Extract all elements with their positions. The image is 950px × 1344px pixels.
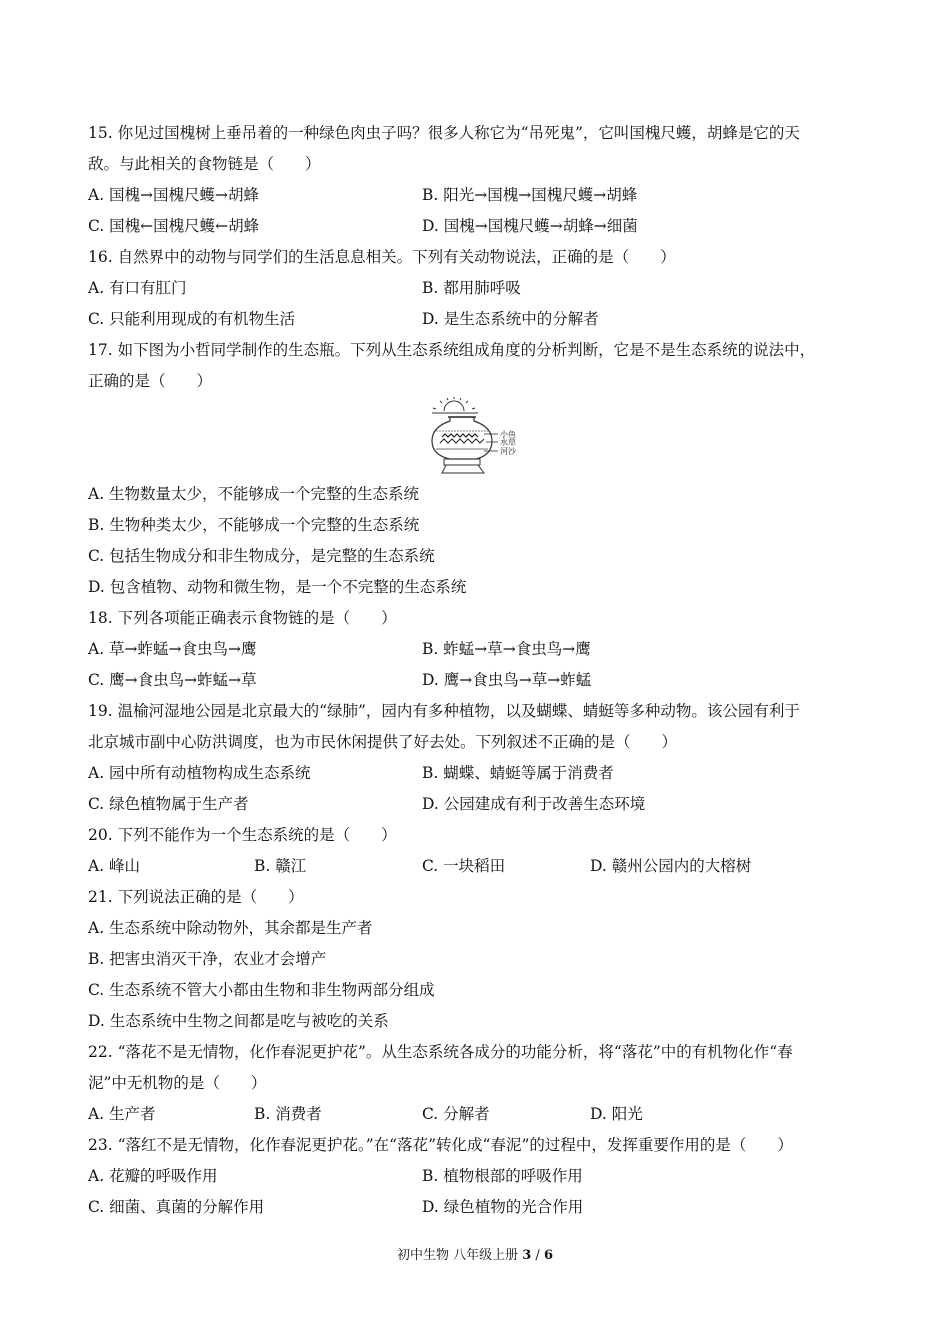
option-c: C. 生态系统不管大小都由生物和非生物两部分组成: [88, 981, 435, 999]
footer-title: 初中生物 八年级上册: [396, 1248, 523, 1263]
question-15: [88, 118, 868, 242]
question-16: [88, 242, 868, 335]
question-stem: 泥”中无机物的是（ ）: [88, 1074, 267, 1092]
label-sand: 河沙: [500, 447, 516, 456]
option-d: D. 公园建成有利于改善生态环境: [422, 795, 646, 813]
page-total: 6: [543, 1248, 553, 1263]
option-a: A. 园中所有动植物构成生态系统: [88, 764, 311, 782]
label-fish: 小鱼: [500, 430, 516, 439]
option-b: B. 阳光→国槐→国槐尺蠖→胡蜂: [422, 186, 638, 204]
option-a: A. 草→蚱蜢→食虫鸟→鹰: [88, 640, 257, 658]
question-stem: 22. “落花不是无情物，化作春泥更护花”。从生态系统各成分的功能分析，将“落花”中的有机物化作“春: [88, 1043, 793, 1061]
option-a: A. 花瓣的呼吸作用: [88, 1167, 218, 1185]
question-17: [88, 335, 868, 603]
option-c: C. 细菌、真菌的分解作用: [88, 1198, 265, 1216]
option-d: D. 包含植物、动物和微生物，是一个不完整的生态系统: [88, 578, 467, 596]
label-waterweed: 水草: [500, 438, 516, 447]
option-c: C. 鹰→食虫鸟→蚱蜢→草: [88, 671, 257, 689]
option-b: B. 都用肺呼吸: [422, 279, 521, 297]
option-a: A. 生态系统中除动物外，其余都是生产者: [88, 919, 373, 937]
option-b: B. 把害虫消灭干净，农业才会增产: [88, 950, 327, 968]
question-19: [88, 696, 868, 820]
question-stem: 23. “落红不是无情物，化作春泥更护花。”在“落花”转化成“春泥”的过程中，发挥重要作用的是（ ）: [88, 1136, 793, 1154]
option-b: B. 消费者: [254, 1105, 322, 1123]
question-20: [88, 820, 868, 882]
question-stem: 敌。与此相关的食物链是（ ）: [88, 155, 321, 173]
option-c: C. 分解者: [422, 1105, 490, 1123]
question-stem: 19. 温榆河湿地公园是北京最大的“绿肺”，园内有多种植物，以及蝴蝶、蜻蜓等多种动物。该公园有利于: [88, 702, 800, 720]
question-22: [88, 1037, 868, 1130]
option-a: A. 有口有肛门: [88, 279, 187, 297]
question-stem: 21. 下列说法正确的是（ ）: [88, 888, 304, 906]
exam-page: [88, 118, 868, 1223]
option-c: C. 绿色植物属于生产者: [88, 795, 249, 813]
option-b: B. 蚱蜢→草→食虫鸟→鹰: [422, 640, 591, 658]
question-stem: 20. 下列不能作为一个生态系统的是（ ）: [88, 826, 397, 844]
question-23: [88, 1130, 868, 1223]
eco-bottle-diagram: [428, 397, 528, 477]
question-stem: 正确的是（ ）: [88, 372, 213, 390]
question-18: [88, 603, 868, 696]
option-d: D. 国槐→国槐尺蠖→胡蜂→细菌: [422, 217, 638, 235]
question-stem: 15. 你见过国槐树上垂吊着的一种绿色肉虫子吗？很多人称它为“吊死鬼”，它叫国槐尺蠖，胡蜂是它的天: [88, 124, 800, 142]
question-stem: 北京城市副中心防洪调度，也为市民休闲提供了好去处。下列叙述不正确的是（ ）: [88, 733, 678, 751]
eco-bottle-figure: [88, 397, 868, 479]
option-d: D. 赣州公园内的大榕树: [590, 857, 752, 875]
option-a: A. 生物数量太少，不能够成一个完整的生态系统: [88, 485, 420, 503]
option-d: D. 鹰→食虫鸟→草→蚱蜢: [422, 671, 592, 689]
option-c: C. 只能利用现成的有机物生活: [88, 310, 296, 328]
page-number: 3: [522, 1248, 532, 1263]
option-d: D. 绿色植物的光合作用: [422, 1198, 584, 1216]
option-c: C. 包括生物成分和非生物成分，是完整的生态系统: [88, 547, 435, 565]
option-c: C. 一块稻田: [422, 857, 506, 875]
option-b: B. 植物根部的呼吸作用: [422, 1167, 583, 1185]
option-b: B. 赣江: [254, 857, 307, 875]
option-a: A. 国槐→国槐尺蠖→胡蜂: [88, 186, 260, 204]
option-d: D. 阳光: [590, 1105, 643, 1123]
option-c: C. 国槐←国槐尺蠖←胡蜂: [88, 217, 260, 235]
question-stem: 16. 自然界中的动物与同学们的生活息息相关。下列有关动物说法，正确的是（ ）: [88, 248, 676, 266]
option-d: D. 是生态系统中的分解者: [422, 310, 599, 328]
page-separator: /: [531, 1248, 544, 1263]
option-b: B. 生物种类太少，不能够成一个完整的生态系统: [88, 516, 420, 534]
page-footer: [0, 1246, 950, 1266]
option-b: B. 蝴蝶、蜻蜓等属于消费者: [422, 764, 614, 782]
option-a: A. 生产者: [88, 1105, 156, 1123]
option-d: D. 生态系统中生物之间都是吃与被吃的关系: [88, 1012, 389, 1030]
question-stem: 18. 下列各项能正确表示食物链的是（ ）: [88, 609, 397, 627]
question-21: [88, 882, 868, 1037]
option-a: A. 峰山: [88, 857, 141, 875]
question-stem: 17. 如下图为小哲同学制作的生态瓶。下列从生态系统组成角度的分析判断，它是不是生态系统的说法中，: [88, 341, 816, 359]
